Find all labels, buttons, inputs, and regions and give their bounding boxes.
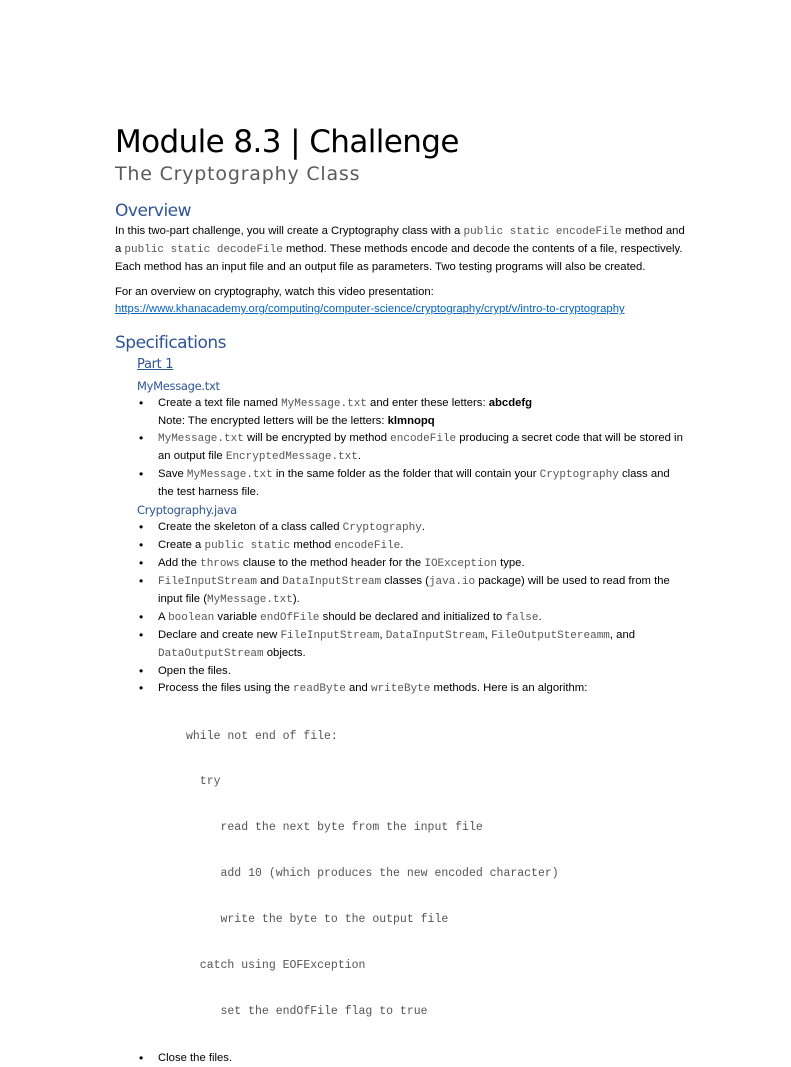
code-run: java.io xyxy=(428,576,476,588)
text-run: . xyxy=(538,611,542,623)
code-run: MyMessage.txt xyxy=(281,398,367,410)
code-line: catch using EOFException xyxy=(186,959,366,973)
mymessage-heading: MyMessage.txt xyxy=(137,379,220,393)
code-run: EncryptedMessage.txt xyxy=(225,451,358,463)
code-run: public static xyxy=(204,540,291,552)
text-run: should be declared and initialized to xyxy=(319,611,506,623)
algorithm-code-block xyxy=(186,698,685,1050)
bullet: • xyxy=(139,1050,144,1065)
text-run: . xyxy=(400,539,404,551)
code-run: public static decodeFile xyxy=(124,244,283,256)
bullet: • xyxy=(139,664,144,678)
text-run: will be encrypted by method xyxy=(243,432,391,444)
list-item xyxy=(137,1050,685,1067)
code-line: add 10 (which produces the new encoded character) xyxy=(186,867,559,881)
code-run: IOException xyxy=(424,558,497,570)
list-item xyxy=(137,519,685,537)
cryptography-java-list xyxy=(137,519,685,1067)
list-item xyxy=(137,663,685,680)
text-run: objects. xyxy=(263,647,306,659)
code-run: MyMessage.txt xyxy=(206,594,293,606)
text-run: package) will be used to read from the input file ( xyxy=(158,575,670,605)
text-run: ). xyxy=(292,593,300,605)
code-run: FileInputStream xyxy=(158,576,258,588)
text-run: and enter these letters: xyxy=(366,397,489,409)
overview-heading: Overview xyxy=(115,201,192,221)
mymessage-list xyxy=(137,395,685,501)
text-run: Declare and create new xyxy=(158,629,281,641)
code-run: FileOutputStereamm xyxy=(491,630,610,642)
code-run: DataInputStream xyxy=(282,576,382,588)
text-run: , xyxy=(379,629,386,641)
code-run: writeByte xyxy=(370,683,431,695)
bullet: • xyxy=(139,681,144,695)
text-run: in the same folder as the folder that will contain your xyxy=(272,468,540,480)
specifications-heading: Specifications xyxy=(115,333,227,353)
text-run: , and xyxy=(609,629,636,641)
text-run: A xyxy=(158,611,169,623)
text-run: method xyxy=(290,539,335,551)
list-item xyxy=(137,680,685,1050)
text-run: Create a xyxy=(158,539,205,551)
specifications-section xyxy=(115,332,685,1067)
text-run: method. These methods encode and decode the contents of a file, respectively. Each method has an input file and an output file as parameters. Two testing programs will also be created. xyxy=(115,243,683,273)
list-item xyxy=(137,430,685,466)
text-run: classes ( xyxy=(381,575,429,587)
bold-run: klmnopq xyxy=(387,415,435,427)
code-run: readByte xyxy=(293,683,346,695)
code-line: while not end of file: xyxy=(186,729,338,743)
list-item xyxy=(137,627,685,663)
bullet: • xyxy=(139,467,144,481)
code-run: encodeFile xyxy=(334,540,401,552)
code-line: try xyxy=(186,775,221,789)
text-run: Create the skeleton of a class called xyxy=(158,521,343,533)
code-run: endOfFile xyxy=(260,612,320,624)
document-content xyxy=(115,122,685,1067)
text-run: In this two-part challenge, you will create a Cryptography class with a xyxy=(115,225,464,237)
code-run: boolean xyxy=(168,612,215,624)
bullet: • xyxy=(139,628,144,642)
page-title: Module 8.3 | Challenge xyxy=(115,124,459,160)
bullet: • xyxy=(139,610,144,624)
list-item xyxy=(137,395,685,430)
text-run: type. xyxy=(496,557,525,569)
text-run: method and a xyxy=(115,225,685,255)
page-subtitle: The Cryptography Class xyxy=(115,163,361,185)
text-run: Process the files using the xyxy=(158,682,294,694)
list-item xyxy=(137,573,685,609)
bold-run: abcdefg xyxy=(488,397,533,409)
specifications-body xyxy=(137,355,685,1067)
code-run: throws xyxy=(200,558,240,570)
video-paragraph xyxy=(115,284,685,318)
code-run: encodeFile xyxy=(390,433,457,445)
code-run: public static encodeFile xyxy=(463,226,622,238)
note-line xyxy=(158,413,685,430)
code-line: read the next byte from the input file xyxy=(186,821,483,835)
video-intro-text: For an overview on cryptography, watch this video presentation: xyxy=(115,286,434,298)
text-run: , xyxy=(484,629,492,641)
list-item xyxy=(137,537,685,555)
code-run: FileInputStream xyxy=(280,630,380,642)
text-run: . xyxy=(421,521,425,533)
code-run: DataInputStream xyxy=(385,630,485,642)
text-run: Add the xyxy=(158,557,201,569)
bullet: • xyxy=(139,574,144,588)
text-run: producing a secret code that will be stored in an output file xyxy=(158,432,683,462)
cryptography-java-heading: Cryptography.java xyxy=(137,503,237,517)
text-run: and xyxy=(345,682,371,694)
code-run: DataOutputStream xyxy=(158,648,264,660)
code-run: false xyxy=(505,612,539,624)
bullet: • xyxy=(139,538,144,552)
text-run: clause to the method header for the xyxy=(239,557,425,569)
text-run: Create a text file named xyxy=(158,397,282,409)
list-item xyxy=(137,555,685,573)
code-run: MyMessage.txt xyxy=(158,433,244,445)
text-run: Note: The encrypted letters will be the letters: xyxy=(158,415,388,427)
bullet: • xyxy=(139,556,144,570)
text-run: . xyxy=(357,450,362,462)
text-run: and xyxy=(257,575,283,587)
text-run: Close the files. xyxy=(158,1051,233,1064)
text-run: Save xyxy=(158,468,187,480)
bullet: • xyxy=(139,431,144,445)
code-run: Cryptography xyxy=(342,522,422,534)
code-line: write the byte to the output file xyxy=(186,913,449,927)
list-item xyxy=(137,466,685,501)
list-item xyxy=(137,609,685,627)
code-run: Cryptography xyxy=(539,469,619,481)
text-run: variable xyxy=(214,611,261,623)
part1-heading: Part 1 xyxy=(137,357,174,372)
khanacademy-link[interactable]: https://www.khanacademy.org/computing/computer-science/cryptography/crypt/v/intro-to-cryptography xyxy=(115,303,625,315)
overview-paragraph xyxy=(115,223,685,276)
bullet: • xyxy=(139,396,144,410)
text-run: methods. Here is an algorithm: xyxy=(430,682,588,694)
code-line: set the endOfFile flag to true xyxy=(186,1004,428,1018)
bullet: • xyxy=(139,520,144,534)
text-run: Open the files. xyxy=(158,665,231,677)
text-run: class and the test harness file. xyxy=(158,468,670,498)
code-run: MyMessage.txt xyxy=(186,469,273,481)
